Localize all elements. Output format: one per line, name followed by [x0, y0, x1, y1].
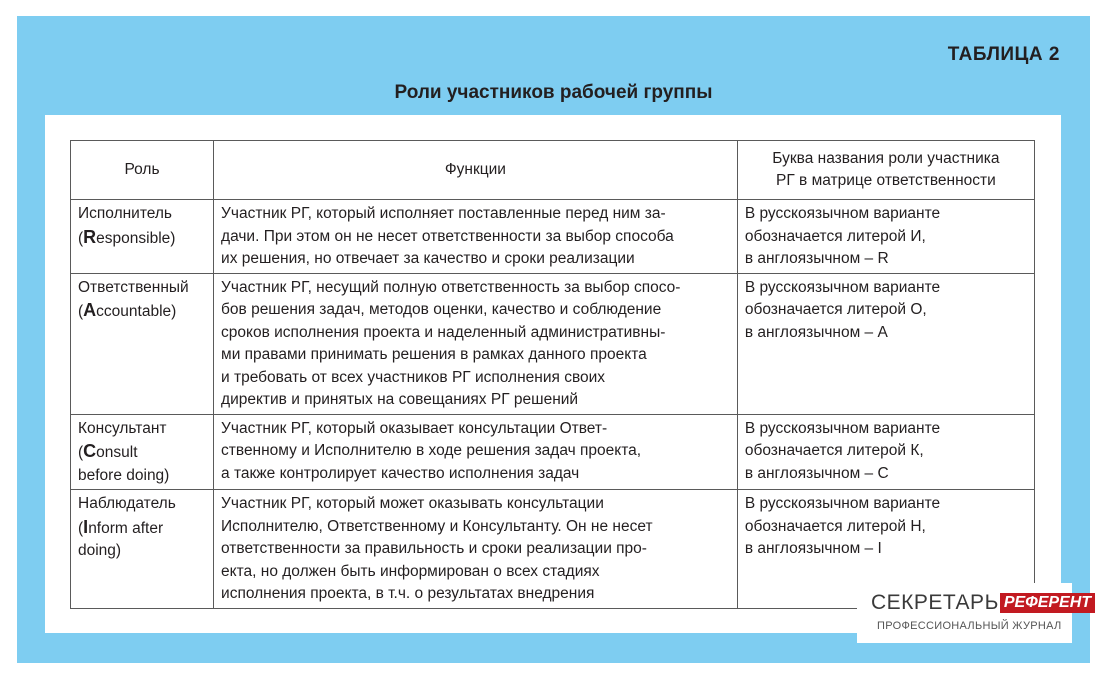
functions-line: а также контролирует качество исполнения задач: [221, 464, 580, 482]
role-cell: [71, 200, 214, 274]
table-title: Роли участников рабочей группы: [394, 82, 713, 103]
journal-logo: [857, 583, 1092, 643]
role-english-text: ccountable): [96, 303, 177, 320]
header-role: Роль: [71, 141, 214, 200]
table-panel: [45, 115, 1061, 633]
role-initial-letter: A: [83, 300, 97, 320]
letter-line: обозначается литерой К,: [744, 442, 924, 459]
letter-line: обозначается литерой Н,: [744, 517, 926, 535]
functions-line: их решения, но отвечает за качество и сроки реализации: [221, 250, 635, 267]
table-row: [71, 414, 1035, 490]
functions-line: Участник РГ, который может оказывать консультации: [221, 495, 604, 512]
functions-line: ственному и Исполнителю в ходе решения задач проекта,: [221, 442, 642, 459]
logo-wordmark: [871, 591, 1095, 615]
functions-line: дачи. При этом он не несет ответственности за выбор способа: [221, 227, 674, 245]
letter-line: В русскоязычном варианте: [744, 419, 941, 437]
letter-line: в англоязычном – C: [744, 464, 889, 482]
role-english-line: (Responsible): [78, 226, 176, 247]
logo-subtitle: ПРОФЕССИОНАЛЬНЫЙ ЖУРНАЛ: [877, 620, 1062, 632]
functions-cell: [214, 273, 738, 414]
header-letter: [737, 141, 1034, 200]
functions-line: ми правами принимать решения в рамках данного проекта: [221, 346, 647, 363]
letter-line: обозначается литерой О,: [744, 301, 927, 318]
logo-word-referent: РЕФЕРЕНТ: [1000, 593, 1095, 613]
letter-line: в англоязычном – A: [744, 323, 888, 341]
functions-line: Участник РГ, который исполняет поставленные перед ним за-: [221, 205, 666, 222]
role-initial-letter: C: [83, 441, 97, 461]
role-initial-letter: R: [83, 226, 97, 247]
role-name: Ответственный: [78, 278, 189, 296]
role-english-line: (Accountable): [78, 300, 177, 320]
letter-cell: [737, 273, 1034, 414]
functions-line: ответственности за правильность и сроки реализации про-: [221, 540, 647, 557]
role-english-line: [78, 540, 205, 563]
functions-cell: [214, 414, 738, 490]
role-english-text: before doing): [78, 466, 170, 484]
role-name: Наблюдатель: [78, 495, 176, 512]
role-name: Исполнитель: [78, 205, 172, 222]
roles-table: [70, 140, 1035, 609]
functions-line: Участник РГ, несущий полную ответственность за выбор спосо-: [221, 278, 681, 296]
role-cell: [71, 490, 214, 609]
table-row: [71, 273, 1035, 414]
letter-line: В русскоязычном варианте: [744, 278, 941, 296]
header-functions: Функции: [214, 141, 738, 200]
role-name: Консультант: [78, 419, 167, 437]
functions-line: исполнения проекта, в т.ч. о результатах внедрения: [221, 585, 595, 602]
role-english-text: doing): [78, 542, 122, 559]
role-initial-letter: I: [83, 516, 89, 537]
role-english-line: [78, 465, 205, 488]
table-number: ТАБЛИЦА 2: [947, 44, 1060, 65]
functions-line: екта, но должен быть информирован о всех стадиях: [221, 562, 600, 580]
functions-cell: [214, 490, 738, 609]
header-row: [71, 141, 1035, 200]
letter-line: в англоязычном – R: [744, 250, 889, 267]
role-english-text: esponsible): [96, 229, 176, 247]
functions-line: и требовать от всех участников РГ исполнения своих: [221, 368, 606, 386]
functions-line: Исполнителю, Ответственному и Консультанту. Он не несет: [221, 517, 653, 535]
functions-line: директив и принятых на совещаниях РГ решений: [221, 391, 579, 408]
letter-cell: [737, 414, 1034, 490]
table-row: [71, 200, 1035, 274]
role-cell: [71, 273, 214, 414]
header-letter-line: Буква названия роли участника: [772, 149, 1000, 167]
blue-frame: [17, 16, 1090, 663]
role-english-line: (Inform after: [78, 516, 164, 537]
functions-line: Участник РГ, который оказывает консультации Ответ-: [221, 419, 608, 437]
role-english-text: nform after: [88, 519, 164, 537]
logo-word-sekretar: СЕКРЕТАРЬ: [871, 591, 999, 614]
role-cell: [71, 414, 214, 490]
functions-cell: [214, 200, 738, 274]
functions-line: сроков исполнения проекта и наделенный административны-: [221, 323, 666, 341]
role-english-line: (Consult: [78, 441, 138, 461]
letter-cell: [737, 200, 1034, 274]
letter-line: обозначается литерой И,: [744, 227, 926, 245]
functions-line: бов решения задач, методов оценки, качество и соблюдение: [221, 301, 662, 318]
role-english-text: onsult: [96, 444, 138, 461]
letter-line: В русскоязычном варианте: [744, 495, 941, 512]
letter-line: В русскоязычном варианте: [744, 205, 941, 222]
letter-line: в англоязычном – I: [744, 540, 882, 557]
header-letter-line: РГ в матрице ответственности: [776, 172, 996, 189]
